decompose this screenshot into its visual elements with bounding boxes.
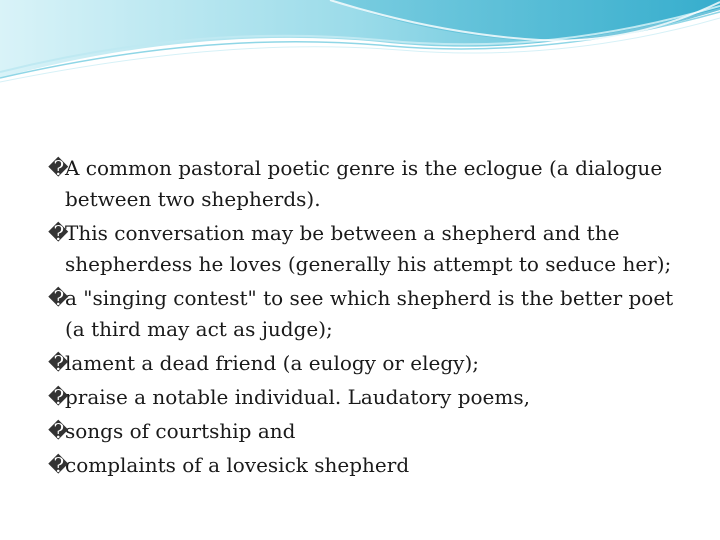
bullet-item [48,450,698,481]
bullet-item [48,218,698,280]
bullet-text: praise a notable individual. Laudatory poems, [65,385,530,409]
bullet-text: A common pastoral poetic genre is the eclogue (a dialogue between two shepherds). [65,156,663,211]
bullet-text: songs of courtship and [65,419,296,443]
bullet-text: complaints of a lovesick shepherd [65,453,410,477]
bullet-item [48,153,698,215]
bullet-marker-icon: � [48,221,69,245]
bullet-item [48,348,698,379]
bullet-marker-icon: � [48,385,69,409]
bullet-marker-icon: � [48,156,69,180]
header-wave-decoration [0,0,720,90]
bullet-item [48,416,698,447]
bullet-marker-icon: � [48,453,69,477]
bullet-item [48,283,698,345]
bullet-text: a "singing contest" to see which shepherd is the better poet (a third may act as judge); [65,286,674,341]
bullet-item [48,382,698,413]
bullet-text: lament a dead friend (a eulogy or elegy); [65,351,480,375]
bullet-marker-icon: � [48,419,69,443]
bullet-list [48,153,698,484]
bullet-marker-icon: � [48,286,69,310]
bullet-marker-icon: � [48,351,69,375]
bullet-text: This conversation may be between a shepherd and the shepherdess he loves (generally his attempt to seduce her); [65,221,672,276]
